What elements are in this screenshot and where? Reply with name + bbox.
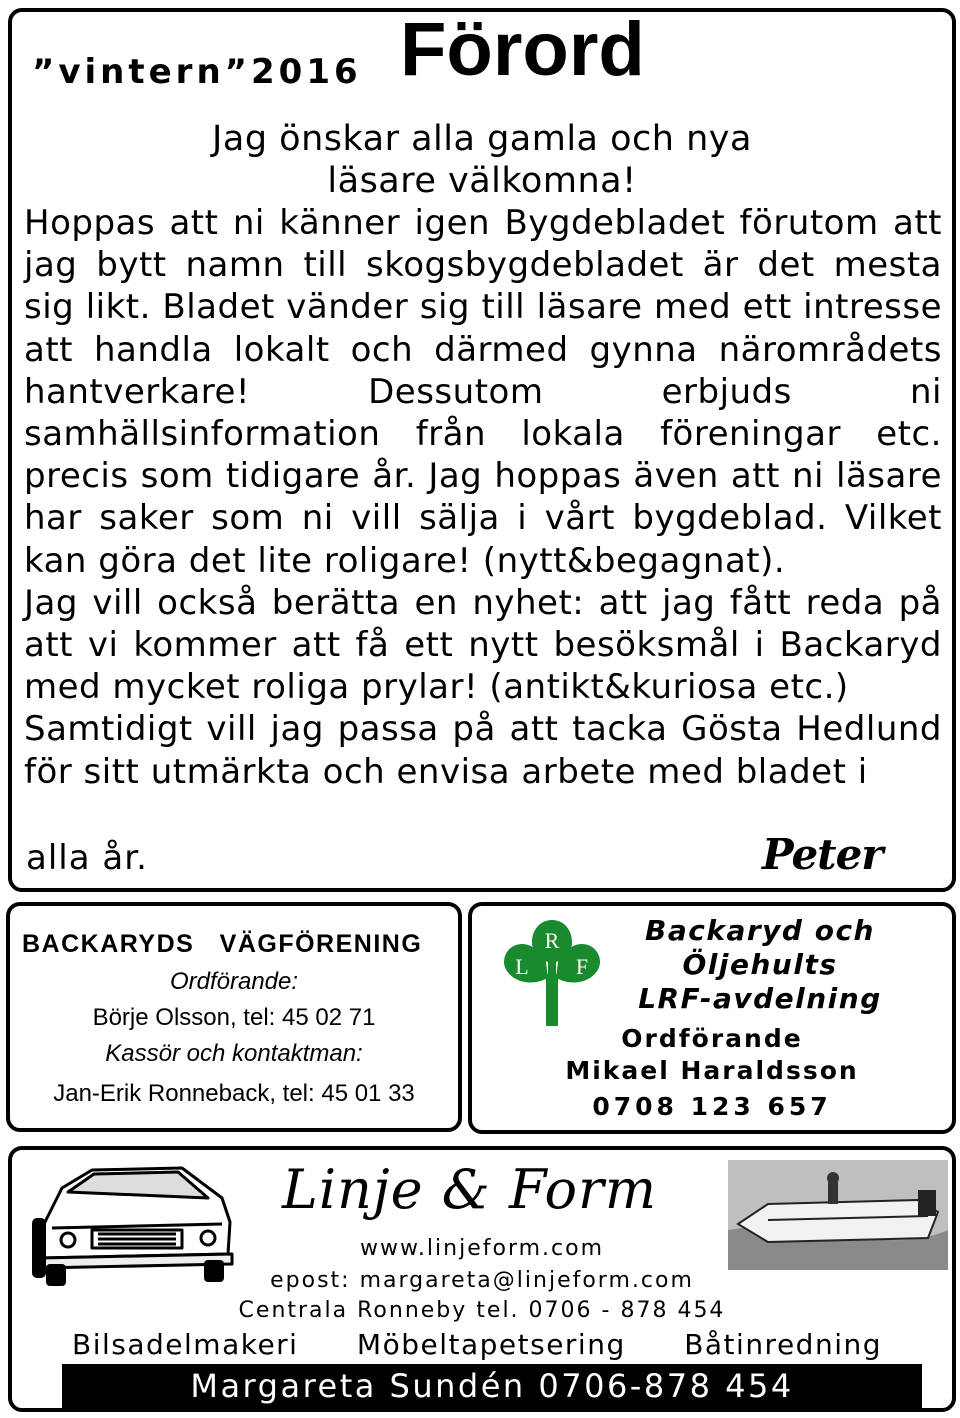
lrf-title-line-2: Öljehults	[682, 948, 838, 981]
lrf-phone: 0708 123 657	[592, 1092, 832, 1121]
foreword-paragraph-2: Jag vill också berätta en nyhet: att jag fått reda på att vi kommer att få ett nytt besöksmål i Backaryd med mycket roliga prylar! (antikt&kuriosa etc.)	[24, 582, 942, 708]
website[interactable]: www.linjeform.com	[359, 1236, 605, 1261]
treasurer-value: Jan-Erik Ronneback, tel: 45 01 33	[53, 1080, 415, 1107]
service-item: Båtinredning	[684, 1328, 882, 1361]
lrf-chair-label: Ordförande	[621, 1024, 803, 1053]
services-list	[72, 1328, 882, 1361]
chair-label: Ordförande:	[169, 968, 299, 995]
lrf-title-line-1: Backaryd och	[645, 914, 875, 947]
lrf-logo	[502, 918, 602, 1026]
lrf-box	[468, 902, 956, 1134]
road-association-title: BACKARYDS VÄGFÖRENING	[22, 930, 423, 958]
email[interactable]: epost: margareta@linjeform.com	[270, 1268, 694, 1293]
foreword-box	[8, 8, 956, 892]
foreword-intro	[12, 118, 952, 202]
logo-letter-r: R	[544, 928, 560, 953]
road-association-box	[6, 902, 462, 1132]
chair-value: Börje Olsson, tel: 45 02 71	[92, 1004, 376, 1031]
brand-logo: Linje & Form	[282, 1158, 658, 1221]
lrf-chair-name: Mikael Haraldsson	[565, 1056, 859, 1085]
service-item: Bilsadelmakeri	[72, 1328, 299, 1361]
linje-form-ad	[8, 1146, 956, 1412]
contact-bar: Margareta Sundén 0706-878 454	[62, 1364, 922, 1408]
logo-letter-f: F	[575, 954, 589, 979]
signature: Peter	[762, 830, 883, 879]
treasurer-label: Kassör och kontaktman:	[105, 1040, 363, 1067]
foreword-paragraph-1: Hoppas att ni känner igen Bygdebladet förutom att jag bytt namn till skogsbygdebladet är det mesta sig likt. Bladet vänder sig till läsare med ett intresse att handla lokalt och därmed gynna närområdets hantverkare! Dessutom erbjuds ni samhällsinformation från lokala föreningar etc. precis som tidigare år. Jag hoppas även att ni läsare har saker som ni vill sälja i vårt bygdeblad. Vilket kan göra det lite roligare! (nytt&begagnat).	[24, 203, 942, 581]
foreword-body	[24, 202, 942, 793]
address-phone: Centrala Ronneby tel. 0706 - 878 454	[238, 1298, 726, 1323]
intro-line-1: Jag önskar alla gamla och nya	[212, 119, 752, 159]
lrf-title-line-3: LRF-avdelning	[638, 982, 882, 1015]
foreword-paragraph-3: Samtidigt vill jag passa på att tacka Gösta Hedlund för sitt utmärkta och envisa arbete med bladet i	[24, 709, 942, 792]
foreword-title: Förord	[400, 7, 645, 92]
season-label: ”vintern”2016	[32, 52, 362, 92]
service-item: Möbeltapetsering	[356, 1328, 626, 1361]
intro-line-2: läsare välkomna!	[327, 161, 637, 201]
logo-letter-l: L	[515, 954, 529, 979]
foreword-signoff: alla år.	[26, 838, 148, 878]
